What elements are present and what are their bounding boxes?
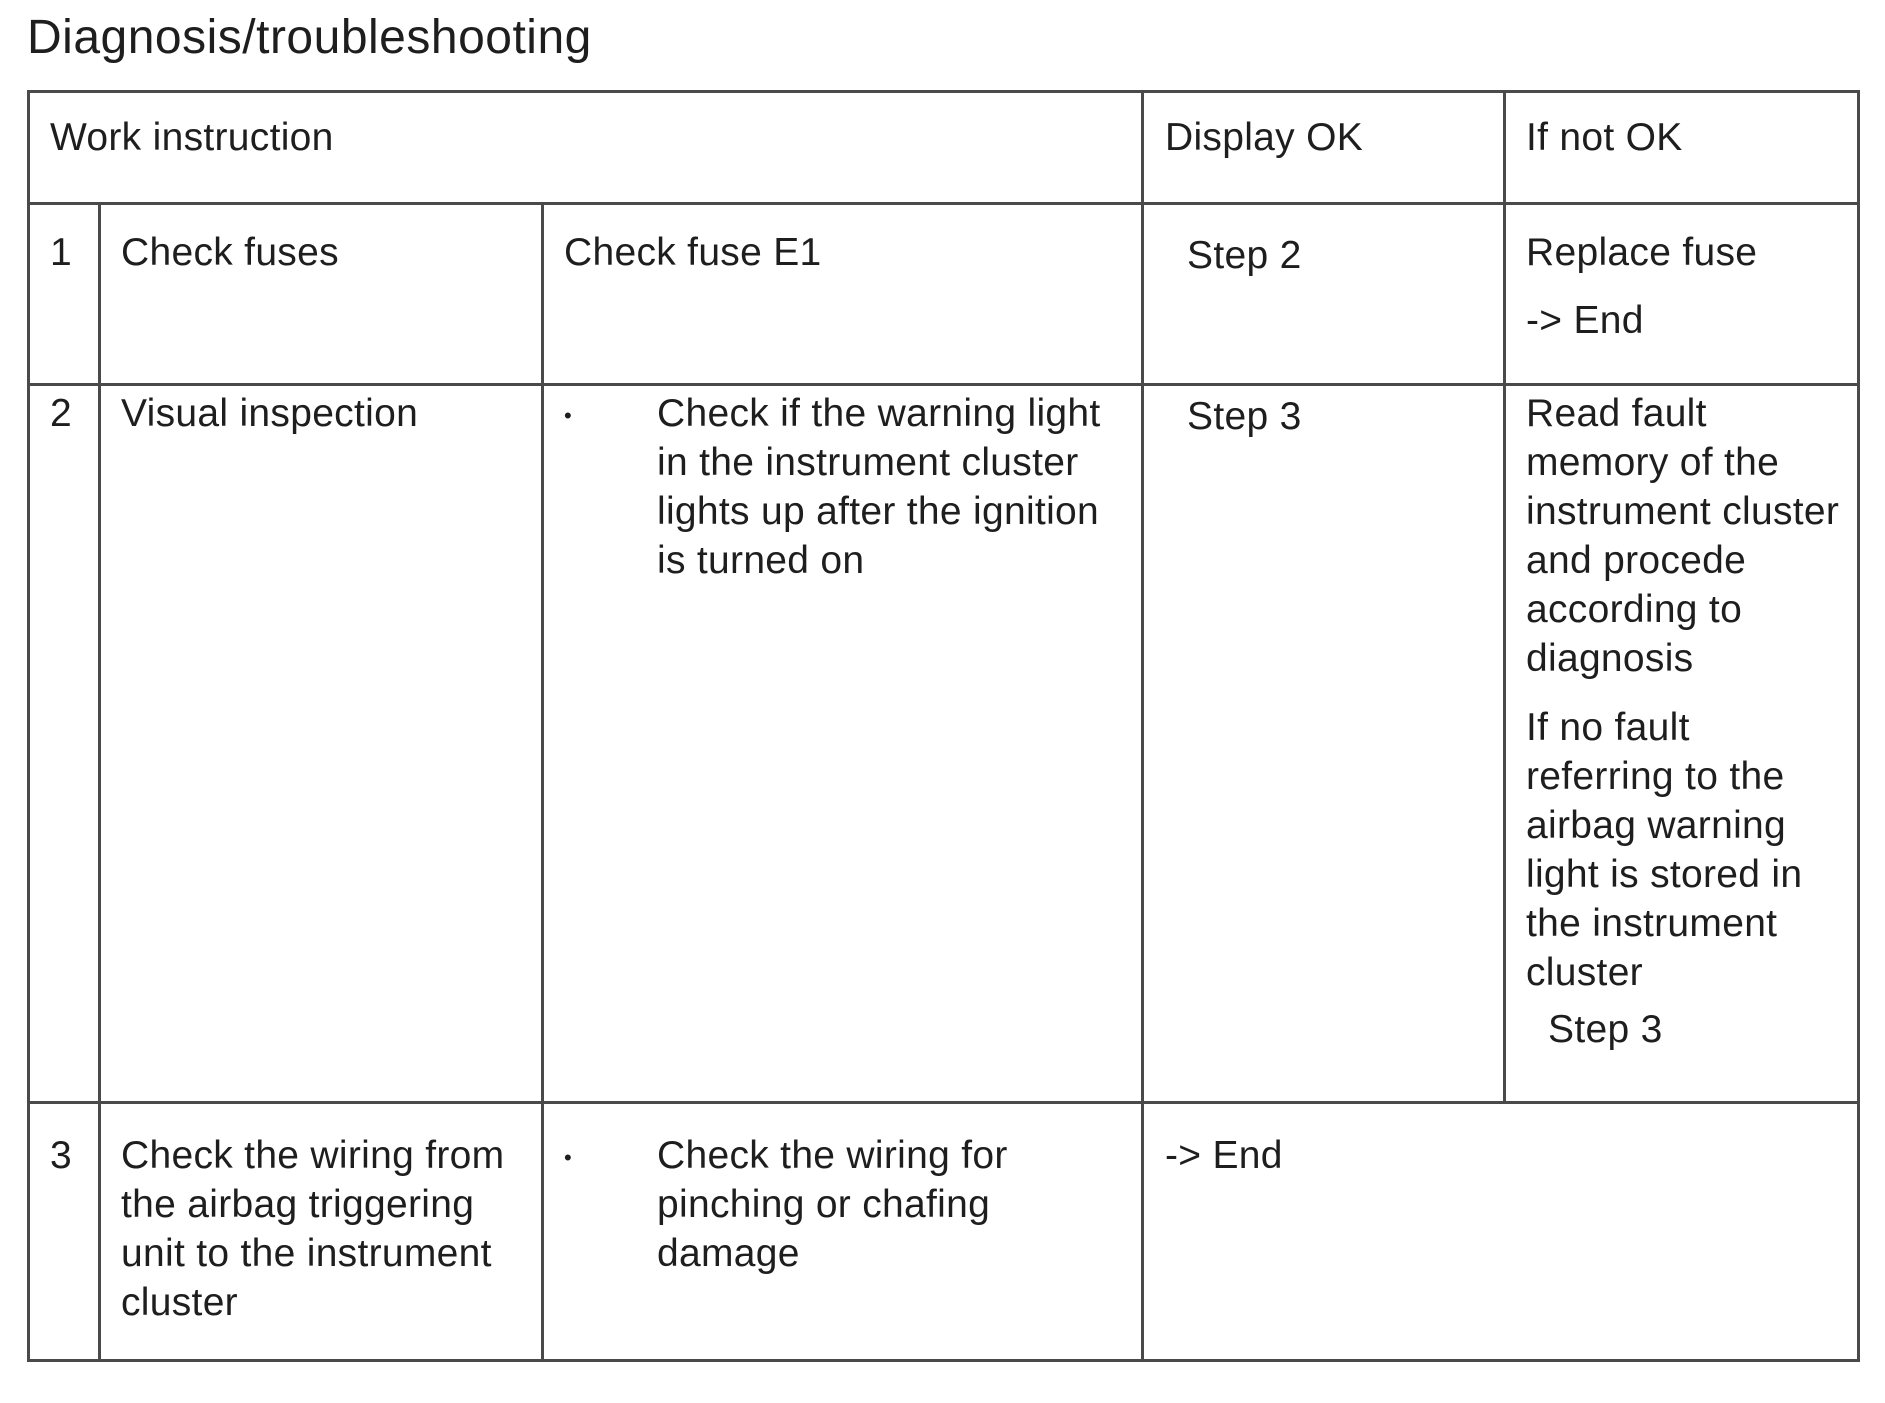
row-instruction: Check the wiring for pinching or chafing damage [657,1134,1008,1275]
if-not-ok-line: -> End [1526,299,1644,342]
header-display-ok: Display OK [1165,116,1364,159]
row-task: Check fuses [121,231,339,274]
table-divider [98,202,101,1359]
row-result: -> End [1165,1134,1283,1177]
header-work-instruction: Work instruction [50,116,334,159]
if-not-ok-line: If no fault referring to the airbag warning light is stored in the instrument cluster [1526,706,1803,994]
table-divider [30,383,1857,386]
bullet-icon: • [564,1145,572,1170]
if-not-ok-line: Step 3 [1548,1008,1663,1051]
page-title: Diagnosis/troubleshooting [27,11,592,64]
if-not-ok-line: Replace fuse [1526,231,1758,274]
row-task: Check the wiring from the airbag triggering unit to the instrument cluster [121,1134,505,1324]
row-number: 1 [50,231,72,274]
table-divider [1503,93,1506,1104]
row-display-ok: Step 3 [1187,395,1302,438]
header-if-not-ok: If not OK [1526,116,1683,159]
row-number: 2 [50,392,72,435]
row-instruction: Check if the warning light in the instrument cluster lights up after the ignition is turned on [657,392,1101,582]
table-divider [1141,93,1144,1359]
troubleshooting-table [27,90,1860,1362]
if-not-ok-line: Read fault memory of the instrument cluster and procede according to diagnosis [1526,392,1840,680]
row-if-not-ok [1526,389,1848,1054]
row-task: Visual inspection [121,392,419,435]
bullet-icon: • [564,403,572,428]
row-display-ok: Step 2 [1187,234,1302,277]
row-number: 3 [50,1134,72,1177]
table-divider [30,1101,1857,1104]
row-if-not-ok [1526,228,1846,345]
table-divider [30,202,1857,205]
table-divider [541,202,544,1359]
row-instruction: Check fuse E1 [564,231,822,274]
